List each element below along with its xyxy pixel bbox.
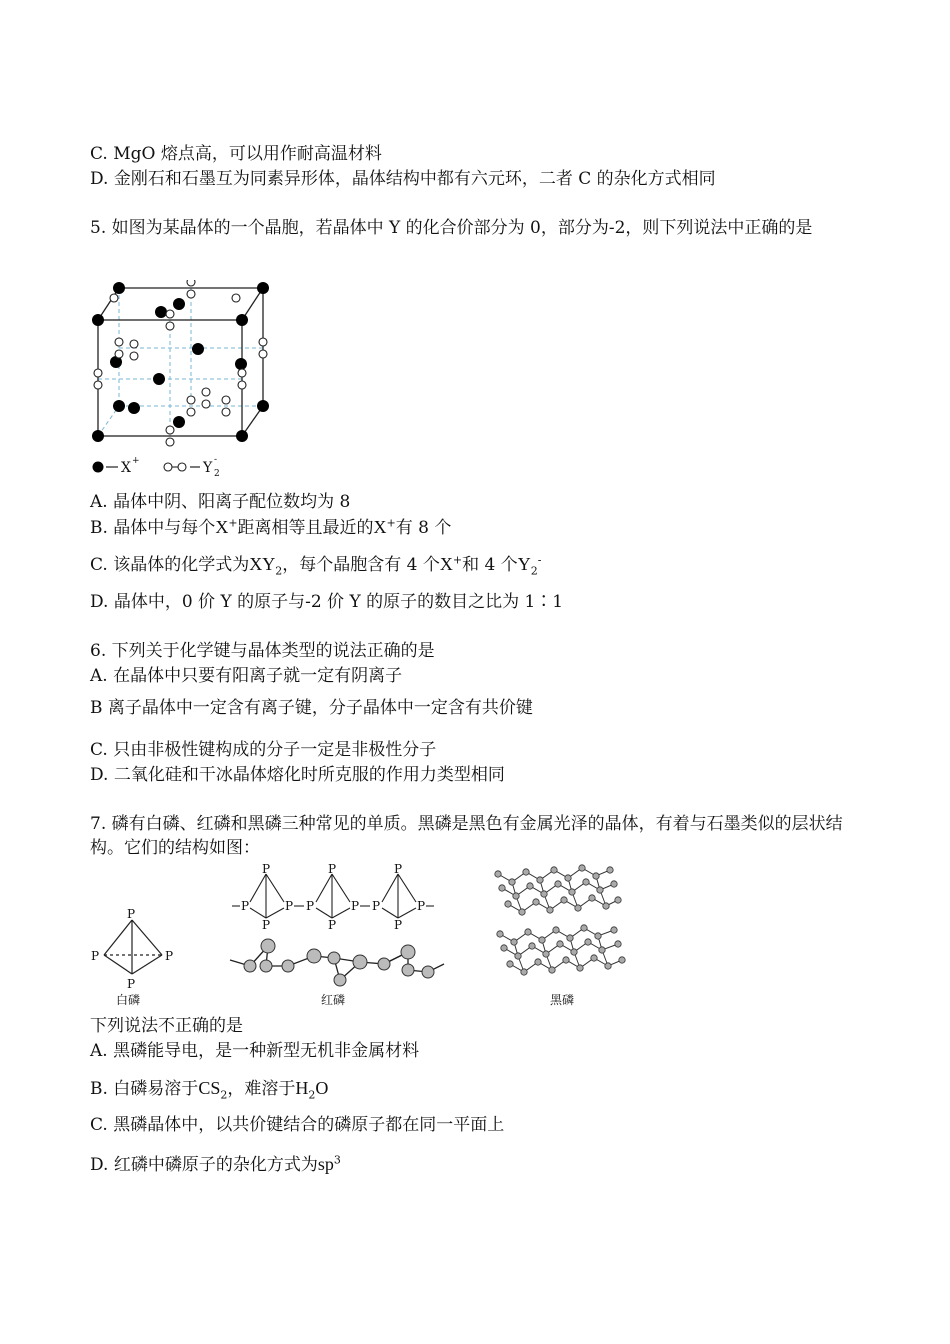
q5-option-d: D. 晶体中，0 价 Y 的原子与-2 价 Y 的原子的数目之比为 1∶1 [90,592,564,612]
red-p-8: P [328,918,337,932]
q6-option-c: C. 只由非极性键构成的分子一定是非极性分子 [90,740,437,760]
p-atom-bottom: P [127,977,136,991]
q5-option-a: A. 晶体中阴、阳离子配位数均为 8 [90,492,351,512]
legend-y-charge: - [214,455,218,465]
q7-question: 下列说法不正确的是 [90,1016,243,1036]
q7-option-c: C. 黑磷晶体中，以共价键结合的磷原子都在同一平面上 [90,1115,505,1135]
red-p-2: P [241,899,250,913]
legend-y-subscript: 2 [214,469,220,479]
red-p-6: P [306,899,315,913]
red-p-3: P [285,899,294,913]
q6-option-b: B 离子晶体中一定含有离子键，分子晶体中一定含有共价键 [90,698,533,718]
white-phosphorus-figure [86,902,186,1012]
legend-y-label: Y [203,460,213,476]
p-atom-right: P [165,949,174,963]
q4-option-d: D. 金刚石和石墨互为同素异形体，晶体结构中都有六元环，二者 C 的杂化方式相同 [90,169,716,189]
white-phosphorus-caption: 白磷 [116,993,141,1007]
red-p-5: P [328,862,337,876]
q5-unit-cell-figure [86,280,276,480]
legend-x-label: X [121,460,131,476]
red-phosphorus-figure [222,862,452,1012]
q7-option-a: A. 黑磷能导电，是一种新型无机非金属材料 [90,1041,420,1061]
q7-option-b: B. 白磷易溶于$CS_2$，难溶于$H_2O$ [90,1078,329,1102]
red-p-1: P [262,862,271,876]
q5-stem: 5. 如图为某晶体的一个晶胞，若晶体中 Y 的化合价部分为 0，部分为-2，则下列说法中正确的是 [90,218,813,238]
red-p-12: P [394,918,403,932]
q5-option-c: C. 该晶体的化学式为$XY_2$，每个晶胞含有 4 个X+和 4 个$Y_2^-$ [90,553,542,578]
q7-stem: 7. 磷有白磷、红磷和黑磷三种常见的单质。黑磷是黑色有金属光泽的晶体，有着与石墨类似的层状结构。它们的结构如图： [90,814,843,858]
red-p-4: P [262,918,271,932]
q4-option-c: C. MgO 熔点高，可以用作耐高温材料 [90,144,382,164]
p-atom-top: P [127,907,136,921]
red-phosphorus-caption: 红磷 [321,993,346,1007]
black-phosphorus-caption: 黑磷 [550,993,575,1007]
q6-option-a: A. 在晶体中只要有阳离子就一定有阴离子 [90,666,403,686]
p-atom-left: P [91,949,100,963]
black-phosphorus-figure [492,864,642,1012]
red-p-11: P [417,899,426,913]
red-p-10: P [372,899,381,913]
red-p-7: P [351,899,360,913]
q6-stem: 6. 下列关于化学键与晶体类型的说法正确的是 [90,641,435,661]
q5-option-b: B. 晶体中与每个X+距离相等且最近的X+有 8 个 [90,516,452,538]
legend-x-charge: + [132,456,140,466]
red-p-9: P [394,862,403,876]
q7-option-d: D. 红磷中磷原子的杂化方式为$sp^3$ [90,1153,341,1175]
q6-option-d: D. 二氧化硅和干冰晶体熔化时所克服的作用力类型相同 [90,765,505,785]
